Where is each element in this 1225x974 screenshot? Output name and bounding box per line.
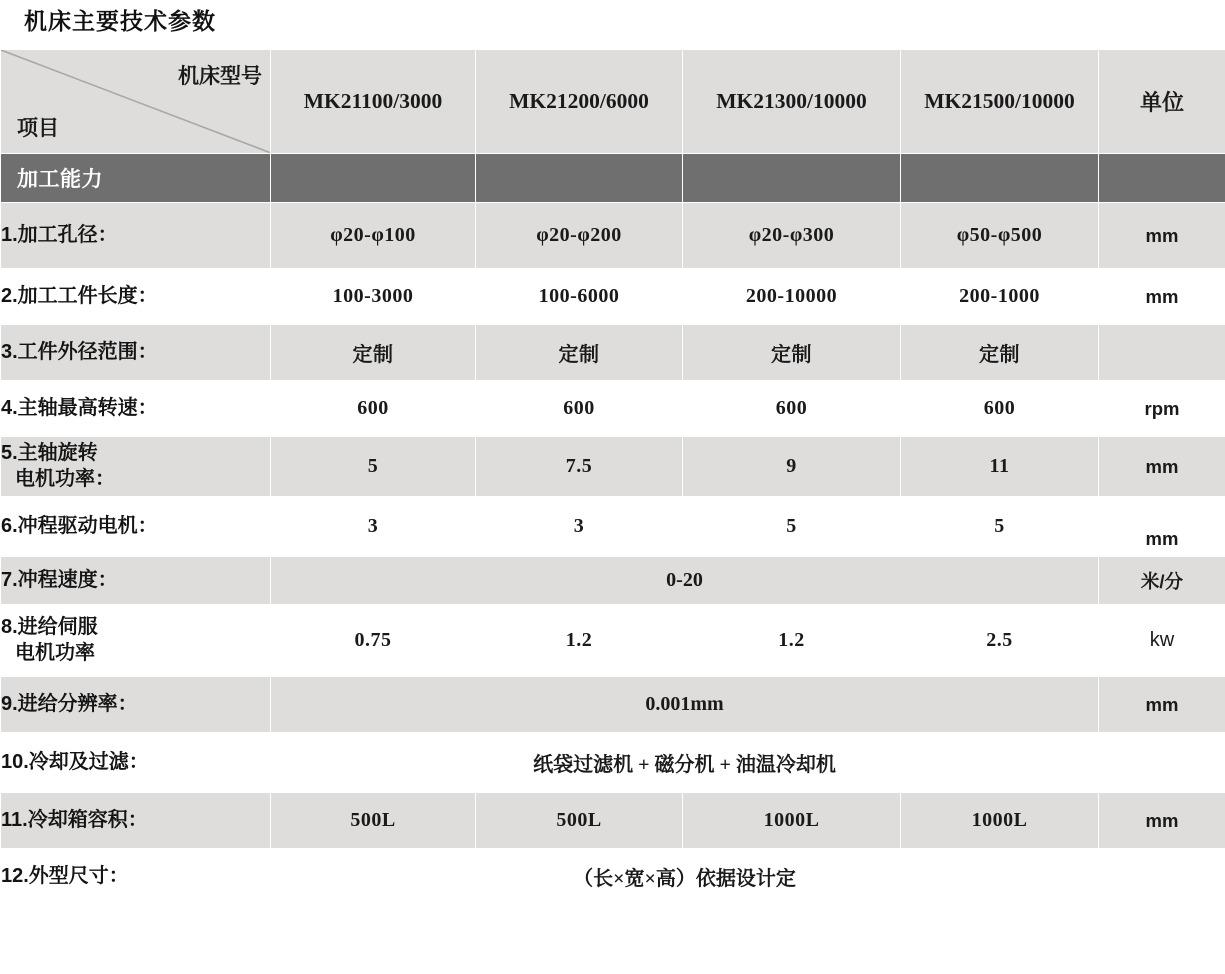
table-row (1, 677, 1225, 733)
row-merged-value: 0-20 (271, 557, 1099, 605)
row-label: 1.加工孔径： (1, 203, 271, 269)
row-unit: mm (1099, 269, 1225, 325)
row-unit: mm (1099, 677, 1225, 733)
row-value: 定制 (476, 325, 683, 381)
row-label: 3.工件外径范围： (1, 325, 271, 381)
row-label-line1: 8.进给伺服 (1, 615, 98, 638)
row-value: 1.2 (683, 605, 901, 677)
table-row (1, 381, 1225, 437)
section-band-label: 加工能力 (1, 154, 271, 203)
header-col-unit: 单位 (1099, 50, 1225, 154)
table-row (1, 269, 1225, 325)
row-value: 100-3000 (271, 269, 476, 325)
row-value: 9 (683, 437, 901, 497)
row-label-line2: 电机功率 (15, 641, 95, 664)
row-merged-value: 0.001mm (271, 677, 1099, 733)
row-value: 3 (271, 497, 476, 557)
header-col-3: MK21300/10000 (683, 50, 901, 154)
row-label: 7.冲程速度： (1, 557, 271, 605)
row-value: 2.5 (901, 605, 1099, 677)
row-value: 5 (271, 437, 476, 497)
row-label-line2: 电机功率： (15, 467, 115, 490)
row-unit: mm (1099, 793, 1225, 849)
row-unit (1099, 849, 1225, 905)
row-value: 200-10000 (683, 269, 901, 325)
table-row (1, 605, 1225, 677)
row-label: 4.主轴最高转速： (1, 381, 271, 437)
row-label-line1: 5.主轴旋转 (1, 441, 98, 464)
row-value: φ20-φ300 (683, 203, 901, 269)
table-header-row (1, 50, 1225, 154)
header-corner-cell (1, 50, 271, 154)
row-unit: 米/分 (1099, 557, 1225, 605)
row-value: φ20-φ100 (271, 203, 476, 269)
page-title: 机床主要技术参数 (24, 8, 216, 34)
row-label: 9.进给分辨率： (1, 677, 271, 733)
row-label: 12.外型尺寸： (1, 849, 271, 905)
section-band-filler-3 (683, 154, 901, 203)
row-value: 0.75 (271, 605, 476, 677)
row-merged-value: （长×宽×高）依据设计定 (271, 849, 1099, 905)
row-value: φ50-φ500 (901, 203, 1099, 269)
row-label: 6.冲程驱动电机： (1, 497, 271, 557)
row-unit: mm (1099, 203, 1225, 269)
row-value: 5 (683, 497, 901, 557)
table-row (1, 849, 1225, 905)
row-value: 1000L (683, 793, 901, 849)
table-row (1, 437, 1225, 497)
section-band-filler-4 (901, 154, 1099, 203)
row-value: 600 (476, 381, 683, 437)
header-item-label: 项目 (17, 116, 59, 140)
table-row (1, 325, 1225, 381)
row-value: 100-6000 (476, 269, 683, 325)
row-value: 200-1000 (901, 269, 1099, 325)
row-value: 1.2 (476, 605, 683, 677)
row-unit (1099, 733, 1225, 793)
header-model-label: 机床型号 (178, 64, 262, 88)
row-label: 10.冷却及过滤： (1, 733, 271, 793)
machine-spec-table (0, 49, 1225, 905)
row-value: 5 (901, 497, 1099, 557)
header-col-2: MK21200/6000 (476, 50, 683, 154)
header-col-4: MK21500/10000 (901, 50, 1099, 154)
table-row (1, 497, 1225, 557)
row-value: 3 (476, 497, 683, 557)
section-band-filler-2 (476, 154, 683, 203)
row-value: 500L (476, 793, 683, 849)
row-value: 定制 (901, 325, 1099, 381)
row-label (1, 437, 271, 497)
table-row (1, 557, 1225, 605)
row-unit: kw (1099, 605, 1225, 677)
row-value: 600 (683, 381, 901, 437)
row-label: 11.冷却箱容积： (1, 793, 271, 849)
row-value: 1000L (901, 793, 1099, 849)
row-unit: rpm (1099, 381, 1225, 437)
section-band-row (1, 154, 1225, 203)
row-value: 500L (271, 793, 476, 849)
row-merged-value: 纸袋过滤机 + 磁分机 + 油温冷却机 (271, 733, 1099, 793)
row-unit (1099, 325, 1225, 381)
table-row (1, 733, 1225, 793)
header-col-1: MK21100/3000 (271, 50, 476, 154)
row-value: 定制 (271, 325, 476, 381)
row-value: 7.5 (476, 437, 683, 497)
table-row (1, 203, 1225, 269)
row-value: 定制 (683, 325, 901, 381)
row-unit: mm (1099, 497, 1225, 557)
row-value: 11 (901, 437, 1099, 497)
row-value: 600 (271, 381, 476, 437)
row-value: φ20-φ200 (476, 203, 683, 269)
row-label (1, 605, 271, 677)
table-row (1, 793, 1225, 849)
row-value: 600 (901, 381, 1099, 437)
row-unit: mm (1099, 437, 1225, 497)
row-label: 2.加工工件长度： (1, 269, 271, 325)
section-band-filler-5 (1099, 154, 1225, 203)
section-band-filler-1 (271, 154, 476, 203)
